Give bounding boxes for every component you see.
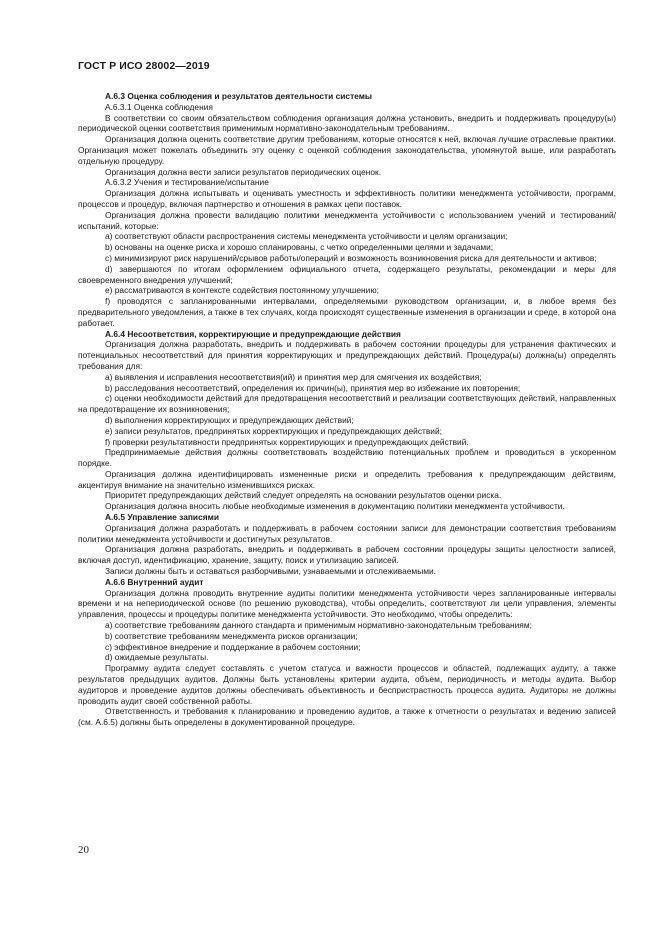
list-item: f) проверки результативности предпринятых корректирующих и предупреждающих действий.	[105, 436, 469, 447]
paragraph: Организация должна испытывать и оценивать уместность и эффективность политики менеджмента устойчивости, программ, процессов и процедур, включая партнерство и отношения в рамках цепи поставок.	[78, 188, 616, 209]
page-number: 20	[78, 844, 89, 856]
subsection-heading: А.6.3.2 Учения и тестирование/испытание	[105, 177, 269, 188]
paragraph: Организация должна разработать, внедрить и поддерживать в рабочем состоянии процедуры защиты целостности записей, включая доступ, идентификацию, хранение, защиту, поиск и утилизацию записей.	[78, 544, 616, 566]
subsection-heading: А.6.3.1 Оценка соблюдения	[105, 101, 213, 112]
section-heading: А.6.4 Несоответствия, корректирующие и предупреждающие действия	[105, 328, 401, 339]
paragraph: Организация должна провести валидацию политики менеджмента устойчивости с использованием учений и тестирований/испытаний, которые:	[78, 209, 616, 231]
paragraph: Организация должна разработать, внедрить и поддерживать в рабочем состоянии процедуры для устранения фактических и потенциальных несоответствий для принятия корректирующих и предупреждающих действий. Процедура(ы) должна(ы) определять требования для:	[78, 339, 616, 371]
paragraph: Организация должна идентифицировать измененные риски и определить требования к предупреждающим действиям, акцентируя внимание на значительно изменившихся рисках.	[78, 468, 616, 490]
list-item: d) ожидаемые результаты.	[105, 652, 209, 663]
paragraph: Организация должна оценить соответствие другим требованиям, которые относятся к ней, включая лучшие отраслевые практики. Организация может пожелать объединить эту оценку с оценкой соблюдения законодательства, упомянутой выше, или разработать отдельную процедуру.	[78, 134, 616, 166]
paragraph: Записи должны быть и оставаться разборчивыми, узнаваемыми и отслеживаемыми.	[105, 566, 436, 577]
section-heading: А.6.5 Управление записями	[105, 512, 219, 523]
paragraph: Программу аудита следует составлять с учетом статуса и важности процессов и областей, подлежащих аудиту, а также результатов предыдущих аудитов. Должны быть установлены критерии аудита, объем, периодичность и методы аудита. Выбор аудиторов и проведение аудитов должны обеспечивать объективность и беспристрастность процесса аудита. Аудиторы не должны проводить аудит своей собственной работы.	[78, 663, 616, 706]
document-body	[78, 91, 616, 728]
paragraph: Ответственность и требования к планированию и проведению аудитов, а также к отчетности о результатах и ведению записей (см. А.6.5) должны быть определены в документированной процедуре.	[78, 706, 616, 728]
paragraph: Организация должна вносить любые необходимые изменения в документацию политики менеджмента устойчивости.	[105, 501, 565, 512]
list-item: c) оценки необходимости действий для предотвращения несоответствий и реализации соответствующих действий, направленных на предотвращение их возникновения;	[78, 393, 616, 415]
list-item: b) расследования несоответствий, определения их причин(ы), принятия мер во избежание их повторения;	[105, 382, 521, 393]
paragraph: Приоритет предупреждающих действий следует определять на основании результатов оценки риска.	[105, 490, 502, 501]
list-item: e) записи результатов, предпринятых корректирующих и предупреждающих действий;	[105, 425, 442, 436]
list-item: d) выполнения корректирующих и предупреждающих действий;	[105, 414, 354, 425]
section-heading: А.6.6 Внутренний аудит	[105, 576, 204, 587]
list-item: a) соответствуют области распространения системы менеджмента устойчивости и целям организации;	[105, 231, 508, 242]
list-item: a) выявления и исправления несоответствия(ий) и принятия мер для смягчения их воздействия;	[105, 371, 482, 382]
list-item: b) основаны на оценке риска и хорошо спланированы, с четко определенными целями и задачами;	[105, 242, 494, 253]
section-heading: А.6.3 Оценка соблюдения и результатов деятельности системы	[105, 91, 373, 101]
list-item: f) проводятся с запланированными интервалами, определяемыми руководством организации, и, в любое время без предварительного уведомления, а также в тех случаях, когда происходят существенные изменения в организации и среде, в которой она работает.	[78, 296, 616, 328]
list-item: d) завершаются по итогам оформлением официального отчета, содержащего результаты, рекомендации и меры для своевременного внедрения улучшений;	[78, 263, 616, 285]
list-item: b) соответствие требованиям менеджмента рисков организации;	[105, 630, 358, 641]
paragraph: Организация должна разработать и поддерживать в рабочем состоянии записи для демонстрации соответствия требованиям политики менеджмента устойчивости и достигнутых результатов.	[78, 522, 616, 544]
paragraph: Организация должна проводить внутренние аудиты политики менеджмента устойчивости через запланированные интервалы времени и на непериодической основе (по решению руководства), чтобы определить, соответствуют ли цели управления, элементы управления, процессы и процедуры политике менеджмента устойчивости. Это необходимо, чтобы определить:	[78, 587, 616, 620]
list-item: e) рассматриваются в контексте содействия постоянному улучшению;	[105, 285, 379, 296]
paragraph: Предпринимаемые действия должны соответствовать воздействию потенциальных проблем и проводиться в ускоренном порядке.	[78, 447, 616, 469]
list-item: c) эффективное внедрение и поддержание в рабочем состоянии;	[105, 641, 361, 652]
document-header: ГОСТ Р ИСО 28002—2019	[78, 60, 210, 72]
list-item: c) минимизируют риск нарушений/срывов работы/операций и возможность возникновения риска для деятельности и активов;	[105, 252, 597, 263]
paragraph: В соответствии со своим обязательством соблюдения организация должна установить, внедрить и поддерживать процедуру(ы) периодической оценки соответствия применимым нормативно-законодательным требованиям.	[78, 112, 616, 134]
list-item: a) соответствие требованиям данного стандарта и применимым нормативно-законодательным требованиям;	[105, 620, 532, 631]
paragraph: Организация должна вести записи результатов периодических оценок.	[105, 166, 382, 177]
